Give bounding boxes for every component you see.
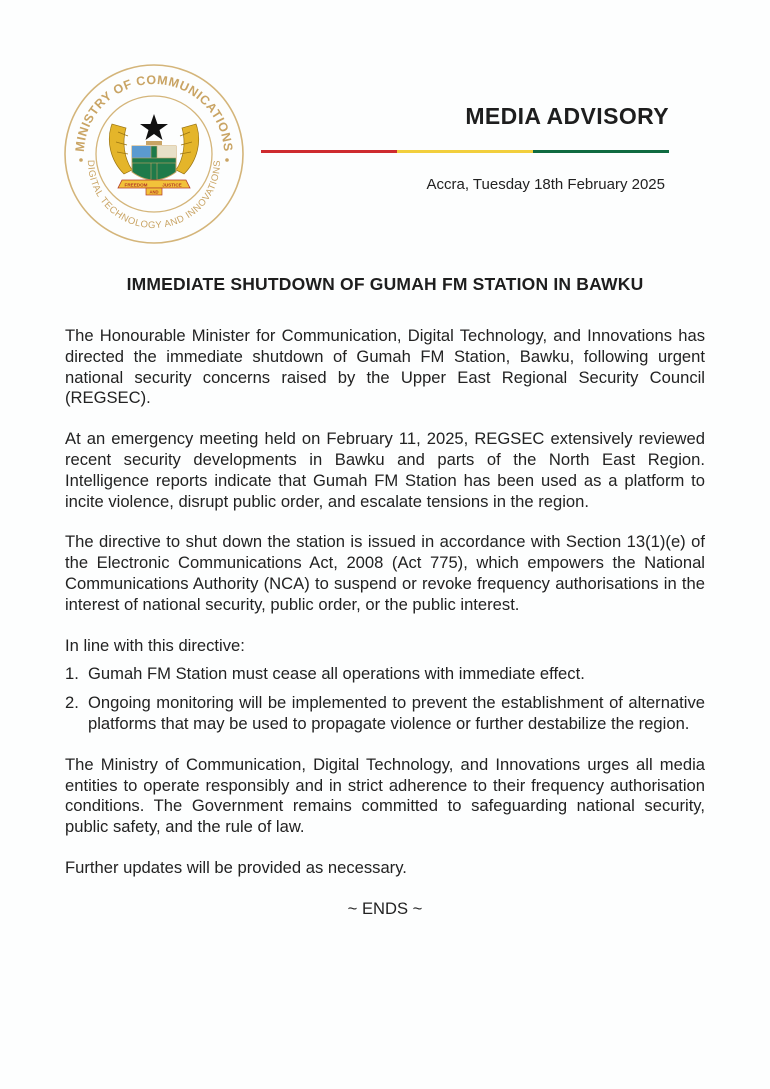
svg-text:DIGITAL TECHNOLOGY AND INNOVAT: DIGITAL TECHNOLOGY AND INNOVATIONS	[84, 159, 224, 232]
list-text: Ongoing monitoring will be implemented to prevent the establishment of alternative platforms that may be used to propagate violence or further destabilize the region.	[88, 693, 705, 733]
coat-of-arms-icon	[62, 62, 246, 246]
paragraph: The Honourable Minister for Communication, Digital Technology, and Innovations has directed the immediate shutdown of Gumah FM Station, Bawku, following urgent national security concerns raised by the Upper East Regional Security Council (REGSEC).	[65, 326, 705, 408]
flag-stripe-yellow	[397, 150, 533, 153]
list-number: 2.	[65, 693, 79, 713]
ghana-flag-divider	[261, 150, 669, 153]
directive-list	[65, 664, 705, 734]
list-item	[65, 693, 705, 735]
svg-text:JUSTICE: JUSTICE	[162, 182, 182, 188]
ministry-seal-logo	[62, 62, 246, 246]
paragraph: The directive to shut down the station is issued in accordance with Section 13(1)(e) of the Electronic Communications Act, 2008 (Act 775), which empowers the National Communications Authority (NCA) to suspend or revoke frequency authorisations in the interest of national security, public order, or the public interest.	[65, 532, 705, 614]
svg-text:AND: AND	[149, 189, 159, 195]
ends-marker: ~ ENDS ~	[347, 898, 423, 918]
document-title: MEDIA ADVISORY	[465, 103, 669, 129]
list-number: 1.	[65, 664, 79, 684]
paragraph: Further updates will be provided as necessary.	[65, 857, 407, 877]
list-item	[65, 664, 705, 685]
flag-stripe-red	[261, 150, 397, 153]
paragraph: The Ministry of Communication, Digital Technology, and Innovations urges all media entities to operate responsibly and in strict adherence to their frequency authorisation conditions. The Government remains committed to safeguarding national security, public safety, and the rule of law.	[65, 754, 705, 837]
flag-stripe-green	[533, 150, 669, 153]
paragraph: At an emergency meeting held on February 11, 2025, REGSEC extensively reviewed recent security developments in Bawku and parts of the North East Region. Intelligence reports indicate that Gumah FM Station has been used as a platform to incite violence, disrupt public order, and escalate tensions in the region.	[65, 429, 705, 511]
list-text: Gumah FM Station must cease all operations with immediate effect.	[88, 664, 585, 684]
svg-text:FREEDOM: FREEDOM	[124, 182, 148, 188]
list-intro: In line with this directive:	[65, 635, 245, 655]
headline: IMMEDIATE SHUTDOWN OF GUMAH FM STATION IN BAWKU	[126, 274, 644, 294]
svg-text:MINISTRY OF COMMUNICATIONS: MINISTRY OF COMMUNICATIONS	[72, 72, 236, 153]
date-line: Accra, Tuesday 18th February 2025	[426, 176, 665, 193]
advisory-body	[65, 326, 705, 920]
